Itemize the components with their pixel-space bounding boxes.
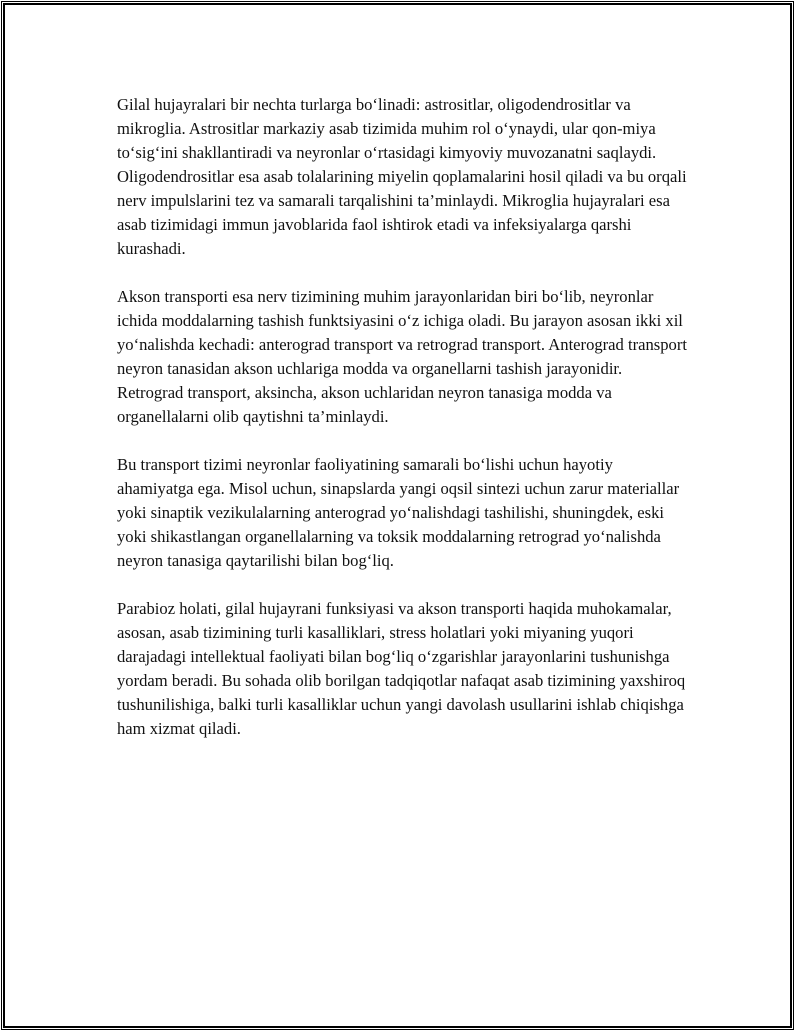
paragraph-parabiosis: Parabioz holati, gilal hujayrani funksiyasi va akson transporti haqida muhokamalar, asosan, asab tizimining turli kasalliklari, stress holatlari yoki miyaning yuqori darajadagi intellektual faoliyati bilan bog‘liq o‘zgarishlar jarayonlarini tushunishga yordam beradi. Bu sohada olib borilgan tadqiqotlar nafaqat asab tizimining yaxshiroq tushunilishiga, balki turli kasalliklar uchun yangi davolash usullarini ishlab chiqishga ham xizmat qiladi. (117, 599, 686, 738)
paragraph-glial-cells: Gilal hujayralari bir nechta turlarga bo‘linadi: astrositlar, oligodendrositlar va mikroglia. Astrositlar markaziy asab tizimida muhim rol o‘ynaydi, ular qon-miya to‘sig‘ini shakllantiradi va neyronlar o‘rtasidagi kimyoviy muvozanatni saqlaydi. Oligodendrositlar esa asab tolalarining miyelin qoplamalarini hosil qiladi va bu orqali nerv impulslarini tez va samarali tarqalishini ta’minlaydi. Mikroglia hujayralari esa asab tizimidagi immun javoblarida faol ishtirok etadi va infeksiyalarga qarshi kurashadi. (117, 95, 687, 258)
document-body (117, 93, 692, 765)
paragraph-axon-transport: Akson transporti esa nerv tizimining muhim jarayonlaridan biri bo‘lib, neyronlar ichida moddalarning tashish funktsiyasini o‘z ichiga oladi. Bu jarayon asosan ikki xil yo‘nalishda kechadi: anterograd transport va retrograd transport. Anterograd transport neyron tanasidan akson uchlariga modda va organellarni tashish jarayonidir. Retrograd transport, aksincha, akson uchlaridan neyron tanasiga modda va organellalarni olib qaytishni ta’minlaydi. (117, 287, 687, 426)
paragraph-transport-importance: Bu transport tizimi neyronlar faoliyatining samarali bo‘lishi uchun hayotiy ahamiyatga ega. Misol uchun, sinapslarda yangi oqsil sintezi uchun zarur materiallar yoki sinaptik vezikulalarning anterograd yo‘nalishdagi tashilishi, shuningdek, eski yoki shikastlangan organellalarning va toksik moddalarning retrograd yo‘nalishda neyron tanasiga qaytarilishi bilan bog‘liq. (117, 455, 680, 570)
